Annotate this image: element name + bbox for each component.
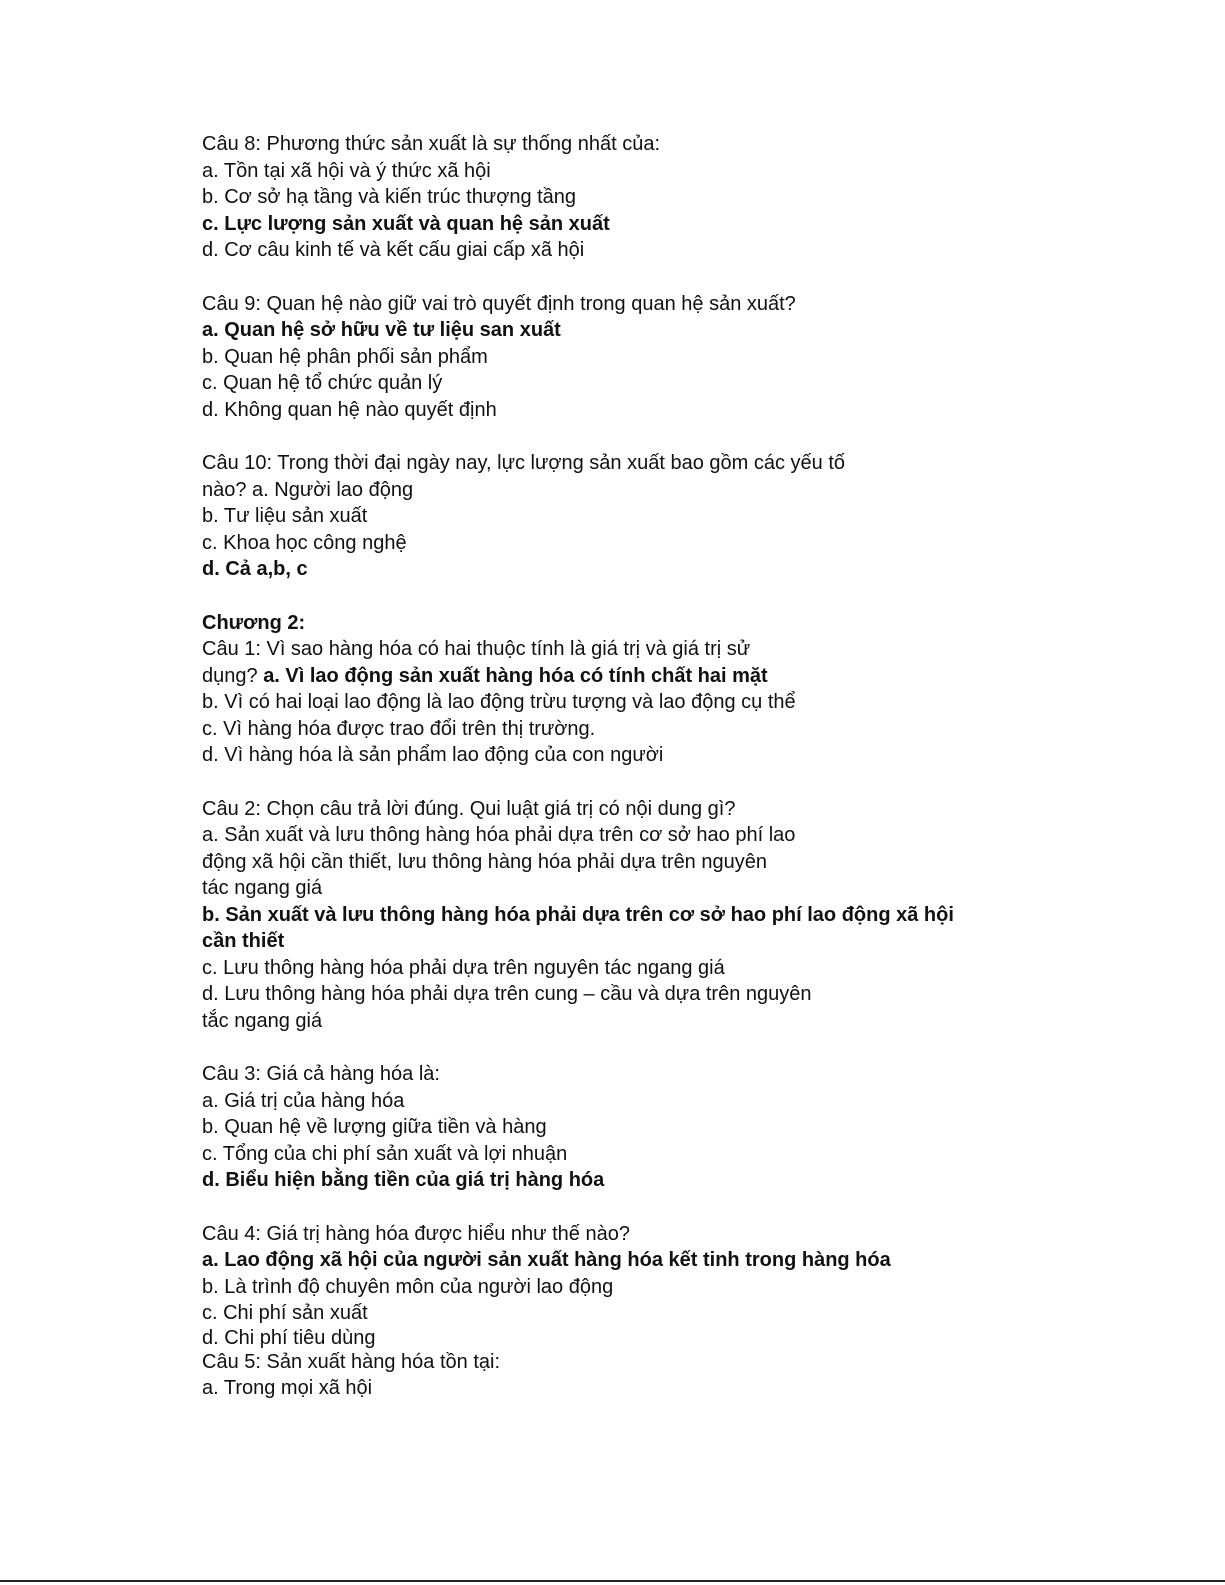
spacer <box>202 423 1002 450</box>
question-10-line1: Câu 10: Trong thời đại ngày nay, lực lượng sản xuất bao gồm các yếu tố <box>202 452 845 474</box>
q8-option-d: d. Cơ câu kinh tế và kết cấu giai cấp xã hội <box>202 239 585 261</box>
ch2-question-1-line2 <box>202 663 1002 690</box>
q9-option-b: b. Quan hệ phân phối sản phẩm <box>202 345 488 368</box>
spacer <box>202 583 1002 610</box>
ch2-q2-option-a-line2: động xã hội cần thiết, lưu thông hàng hóa phải dựa trên nguyên <box>202 850 767 873</box>
q8-option-a: a. Tồn tại xã hội và ý thức xã hội <box>202 159 491 182</box>
q9-option-d: d. Không quan hệ nào quyết định <box>202 398 497 421</box>
ch2-q4-option-c: c. Chi phí sản xuất <box>202 1302 368 1324</box>
ch2-q3-option-c: c. Tổng của chi phí sản xuất và lợi nhuận <box>202 1142 568 1165</box>
ch2-question-3: Câu 3: Giá cả hàng hóa là: <box>202 1063 440 1085</box>
question-10-line2: nào? a. Người lao động <box>202 478 414 501</box>
q9-option-a-correct: a. Quan hệ sở hữu về tư liệu san xuất <box>202 319 561 341</box>
question-9: Câu 9: Quan hệ nào giữ vai trò quyết định trong quan hệ sản xuất? <box>202 292 796 315</box>
q10-option-b: b. Tư liệu sản xuất <box>202 505 368 527</box>
spacer <box>202 1034 1002 1061</box>
ch2-q2-option-a-line1: a. Sản xuất và lưu thông hàng hóa phải dựa trên cơ sở hao phí lao <box>202 824 796 846</box>
ch2-q4-option-d: d. Chi phí tiêu dùng <box>202 1326 376 1349</box>
question-8: Câu 8: Phương thức sản xuất là sự thống nhất của: <box>202 133 660 155</box>
ch2-q2-option-a-line3: tác ngang giá <box>202 877 323 899</box>
page-bottom-border <box>0 1580 1225 1582</box>
q8-option-c-correct: c. Lực lượng sản xuất và quan hệ sản xuất <box>202 212 610 235</box>
ch2-q2-option-b-correct-line1: b. Sản xuất và lưu thông hàng hóa phải dựa trên cơ sở hao phí lao động xã hội <box>202 903 954 926</box>
q10-option-c: c. Khoa học công nghệ <box>202 531 407 554</box>
document-content <box>202 131 1002 1402</box>
q9-option-c: c. Quan hệ tổ chức quản lý <box>202 372 443 394</box>
ch2-q1-option-d: d. Vì hàng hóa là sản phẩm lao động của con người <box>202 744 664 766</box>
ch2-q3-option-b: b. Quan hệ về lượng giữa tiền và hàng <box>202 1116 547 1138</box>
ch2-q3-option-a: a. Giá trị của hàng hóa <box>202 1089 405 1112</box>
ch2-q2-option-b-correct-line2: cần thiết <box>202 930 285 952</box>
ch2-question-4: Câu 4: Giá trị hàng hóa được hiểu như thế nào? <box>202 1222 630 1245</box>
ch2-question-2: Câu 2: Chọn câu trả lời đúng. Qui luật giá trị có nội dung gì? <box>202 797 736 820</box>
ch2-question-1-line2-prefix: dụng? <box>202 664 258 687</box>
chapter-2-heading: Chương 2: <box>202 611 306 634</box>
spacer <box>202 264 1002 291</box>
spacer <box>202 1194 1002 1221</box>
ch2-q2-option-c: c. Lưu thông hàng hóa phải dựa trên nguyên tác ngang giá <box>202 956 725 979</box>
q10-option-d-correct: d. Cả a,b, c <box>202 558 308 580</box>
ch2-q1-option-a-correct: a. Vì lao động sản xuất hàng hóa có tính chất hai mặt <box>263 664 768 687</box>
ch2-q1-option-c: c. Vì hàng hóa được trao đổi trên thị trường. <box>202 717 596 740</box>
ch2-q3-option-d-correct: d. Biểu hiện bằng tiền của giá trị hàng hóa <box>202 1169 605 1191</box>
q8-option-b: b. Cơ sở hạ tầng và kiến trúc thượng tầng <box>202 186 577 208</box>
ch2-q5-option-a: a. Trong mọi xã hội <box>202 1377 373 1399</box>
ch2-q2-option-d-line2: tắc ngang giá <box>202 1009 323 1032</box>
ch2-q2-option-d-line1: d. Lưu thông hàng hóa phải dựa trên cung – cầu và dựa trên nguyên <box>202 983 812 1005</box>
ch2-question-5: Câu 5: Sản xuất hàng hóa tồn tại: <box>202 1350 500 1373</box>
ch2-q4-option-a-correct: a. Lao động xã hội của người sản xuất hàng hóa kết tinh trong hàng hóa <box>202 1249 891 1271</box>
ch2-q1-option-b: b. Vì có hai loại lao động là lao động trừu tượng và lao động cụ thể <box>202 691 796 713</box>
ch2-q4-option-b: b. Là trình độ chuyên môn của người lao động <box>202 1275 614 1298</box>
spacer <box>202 769 1002 796</box>
ch2-question-1-line1: Câu 1: Vì sao hàng hóa có hai thuộc tính là giá trị và giá trị sử <box>202 638 751 660</box>
